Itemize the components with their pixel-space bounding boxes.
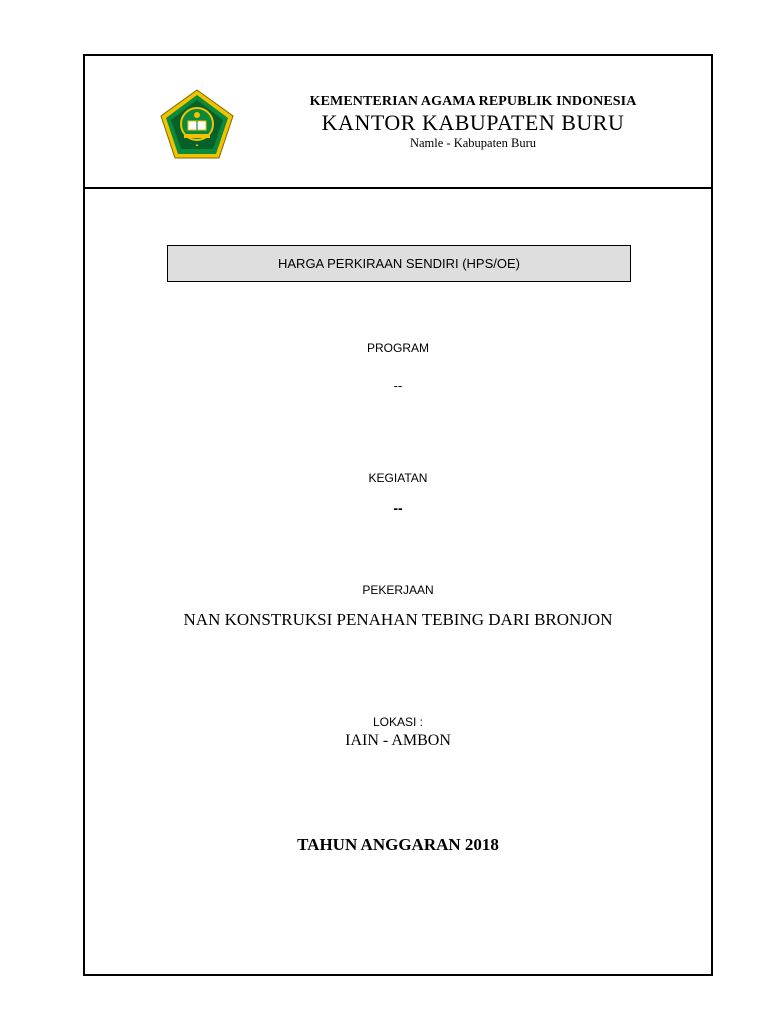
program-label: PROGRAM bbox=[366, 341, 429, 355]
kegiatan-label: KEGIATAN bbox=[368, 471, 428, 485]
document-title: HARGA PERKIRAAN SENDIRI (HPS/OE) bbox=[278, 256, 520, 271]
kegiatan-value: -- bbox=[393, 500, 403, 516]
office-name: KANTOR KABUPATEN BURU bbox=[321, 110, 625, 135]
letterhead bbox=[85, 56, 711, 189]
document-title-box bbox=[167, 245, 631, 282]
ministry-name: KEMENTERIAN AGAMA REPUBLIK INDONESIA bbox=[309, 94, 637, 109]
kemenag-logo-icon bbox=[159, 88, 235, 160]
svg-text:✦: ✦ bbox=[194, 143, 200, 149]
program-value: -- bbox=[393, 378, 403, 393]
office-address: Namle - Kabupaten Buru bbox=[409, 136, 536, 150]
lokasi-value: IAIN - AMBON bbox=[345, 732, 451, 749]
document-frame bbox=[83, 54, 713, 976]
pekerjaan-value: NAN KONSTRUKSI PENAHAN TEBING DARI BRONJON bbox=[183, 610, 613, 629]
fiscal-year: TAHUN ANGGARAN 2018 bbox=[297, 835, 499, 854]
lokasi-label: LOKASI : bbox=[372, 715, 424, 729]
pekerjaan-label: PEKERJAAN bbox=[362, 583, 434, 597]
